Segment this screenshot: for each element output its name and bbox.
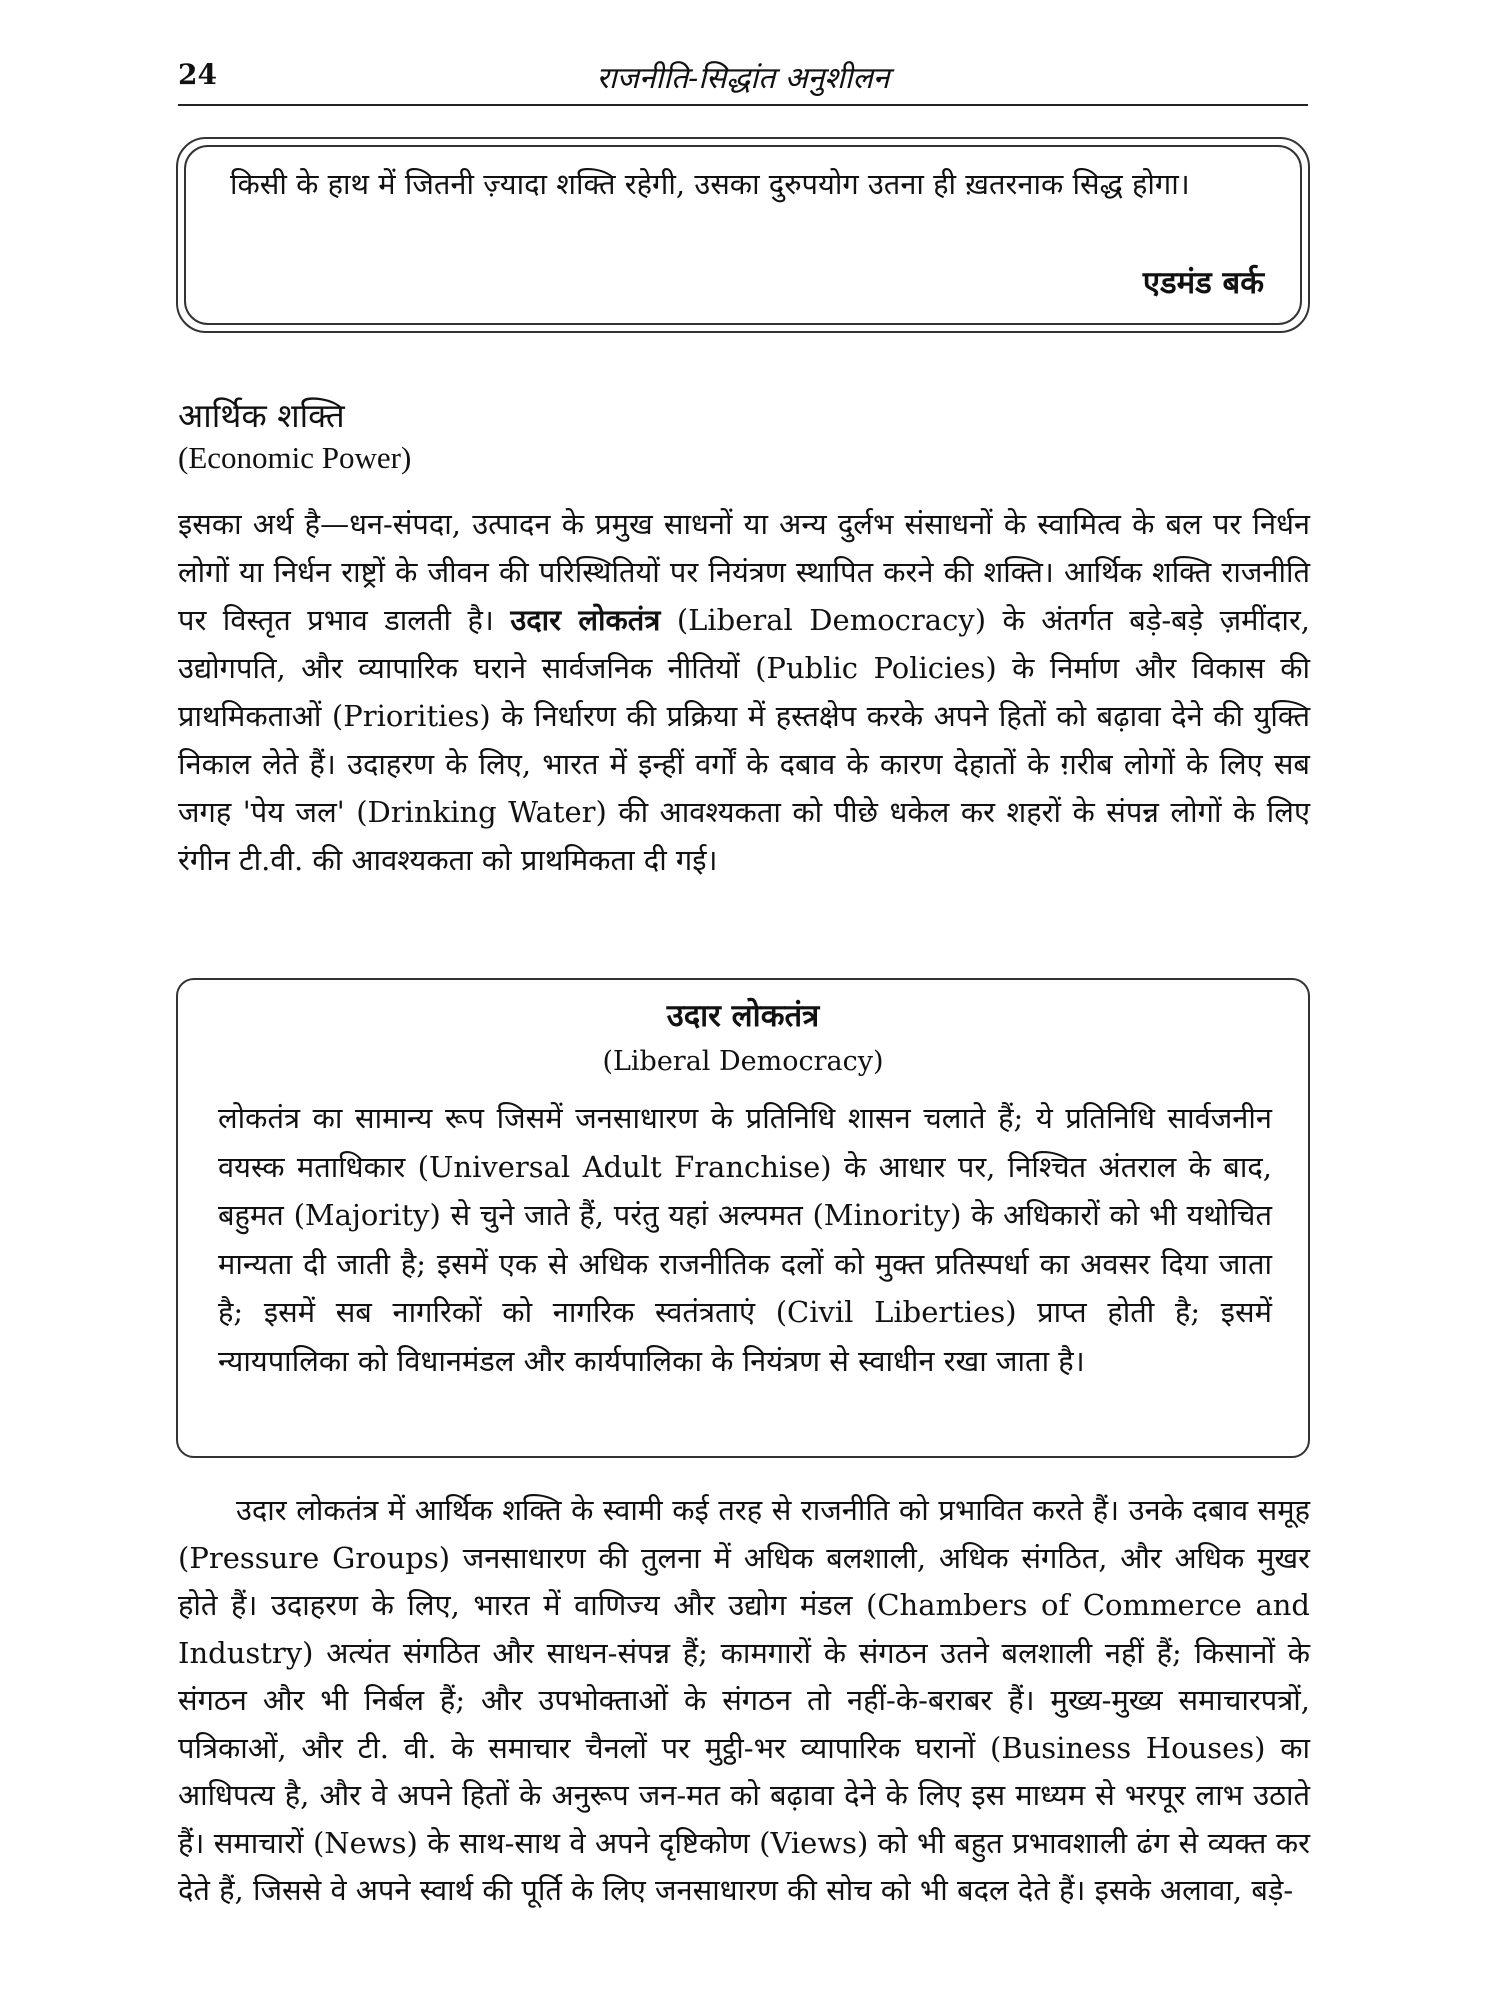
- definition-subtitle: (Liberal Democracy): [602, 1046, 884, 1077]
- definition-title: उदार लोकतंत्र: [666, 998, 820, 1034]
- section-subheading: (Economic Power): [178, 440, 412, 475]
- paragraph1-bold-term: उदार लोकतंत्र: [510, 603, 661, 637]
- paragraph1-part2: (Liberal Democracy) के अंतर्गत बड़े-बड़े ज़मींदार, उद्योगपति, और व्यापारिक घराने सार्वजनिक नीतियों (Public Policies) के निर्माण और विकास की प्राथमिकताओं (Priorities) के निर्धारण की प्रक्रिया में हस्तक्षेप करके अपने हितों को बढ़ावा देने की युक्ति निकाल लेते हैं। उदाहरण के लिए, भारत में इन्हीं वर्गों के दबाव के कारण देहातों के ग़रीब लोगों के लिए सब जगह 'पेय जल' (Drinking Water) की आवश्यकता को पीछे धकेल कर शहरों के संपन्न लोगों के लिए रंगीन टी.वी. की आवश्यकता को प्राथमिकता दी गई।: [178, 603, 1311, 877]
- definition-text: लोकतंत्र का सामान्य रूप जिसमें जनसाधारण के प्रतिनिधि शासन चलाते हैं; ये प्रतिनिधि सार्वजनीन वयस्क मताधिकार (Universal Adult Franchise) के आधार पर, निश्चित अंतराल के बाद, बहुमत (Majority) से चुने जाते हैं, परंतु यहां अल्पमत (Minority) के अधिकारों को भी यथोचित मान्यता दी जाती है; इसमें एक से अधिक राजनीतिक दलों को मुक्त प्रतिस्पर्धा का अवसर दिया जाता है; इसमें सब नागरिकों को नागरिक स्वतंत्रताएं (Civil Liberties) प्राप्त होती है; इसमें न्यायपालिका को विधानमंडल और कार्यपालिका के नियंत्रण से स्वाधीन रखा जाता है।: [218, 1101, 1272, 1378]
- running-title: राजनीति-सिद्धांत अनुशीलन: [596, 61, 890, 96]
- quote-text: किसी के हाथ में जितनी ज़्यादा शक्ति रहेगी, उसका दुरुपयोग उतना ही ख़तरनाक सिद्ध होगा।: [230, 167, 1190, 201]
- definition-box: [176, 978, 1310, 1458]
- page-number: 24: [178, 58, 217, 91]
- paragraph-economic-power: [178, 500, 1310, 884]
- quote-author: एडमंड बर्क: [1142, 265, 1264, 301]
- paragraph-liberal-democracy-influence: उदार लोकतंत्र में आर्थिक शक्ति के स्वामी कई तरह से राजनीति को प्रभावित करते हैं। उनके दबाव समूह (Pressure Groups) जनसाधारण की तुलना में अधिक बलशाली, अधिक संगठित, और अधिक मुखर होते हैं। उदाहरण के लिए, भारत में वाणिज्य और उद्योग मंडल (Chambers of Commerce and Industry) अत्यंत संगठित और साधन-संपन्न हैं; कामगारों के संगठन उतने बलशाली नहीं हैं; किसानों के संगठन और भी निर्बल हैं; और उपभोक्ताओं के संगठन तो नहीं-के-बराबर हैं। मुख्य-मुख्य समाचारपत्रों, पत्रिकाओं, और टी. वी. के समाचार चैनलों पर मुट्ठी-भर व्यापारिक घरानों (Business Houses) का आधिपत्य है, और वे अपने हितों के अनुरूप जन-मत को बढ़ावा देने के लिए इस माध्यम से भरपूर लाभ उठाते हैं। समाचारों (News) के साथ-साथ वे अपने दृष्टिकोण (Views) को भी बहुत प्रभावशाली ढंग से व्यक्त कर देते हैं, जिससे वे अपने स्वार्थ की पूर्ति के लिए जनसाधारण की सोच को भी बदल देते हैं। इसके अलावा, बड़े-: [178, 1493, 1310, 1907]
- section-heading: आर्थिक शक्ति: [178, 396, 345, 435]
- page-header: [178, 52, 1308, 106]
- paragraph1-part1: इसका अर्थ है—धन-संपदा, उत्पादन के प्रमुख साधनों या अन्य दुर्लभ संसाधनों के स्वामित्व के बल पर निर्धन लोगों या निर्धन राष्ट्रों के जीवन की परिस्थितियों पर नियंत्रण स्थापित करने की शक्ति। आर्थिक शक्ति राजनीति पर विस्तृत प्रभाव डालती है।: [178, 507, 1310, 637]
- quote-box: [176, 137, 1310, 333]
